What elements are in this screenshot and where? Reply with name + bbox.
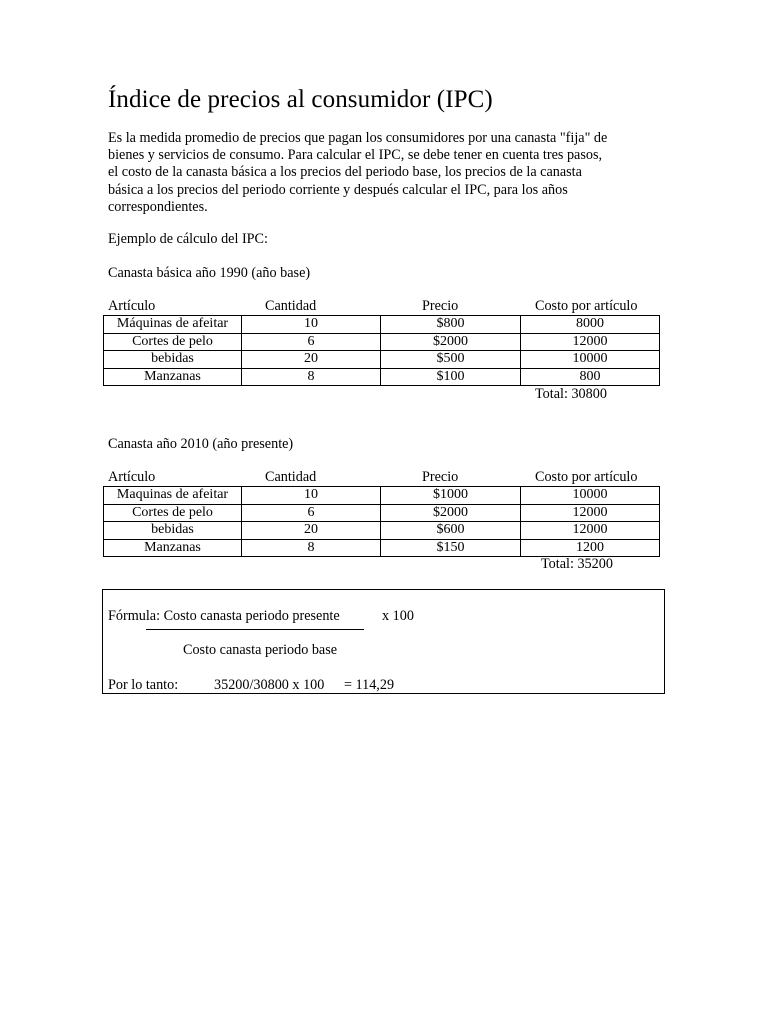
table-cell: 10: [242, 487, 381, 505]
intro-paragraph: [108, 130, 668, 216]
intro-line: el costo de la canasta básica a los precios del periodo base, los precios de la canasta: [108, 164, 582, 181]
table-row: [104, 333, 660, 351]
table-cell: 10: [242, 316, 381, 334]
table-cell: Manzanas: [104, 539, 242, 557]
table-cell: bebidas: [104, 522, 242, 540]
table-row: [104, 316, 660, 334]
formula-multiplier: x 100: [382, 608, 414, 624]
page-title: Índice de precios al consumidor (IPC): [108, 86, 493, 113]
table2-header-cantidad: Cantidad: [265, 469, 317, 485]
table2-header-articulo: Artículo: [108, 469, 156, 485]
table-cell: 8000: [521, 316, 660, 334]
table-row: [104, 487, 660, 505]
table-cell: 10000: [521, 487, 660, 505]
table-cell: 800: [521, 368, 660, 386]
table1-header-precio: Precio: [422, 298, 459, 314]
table-cell: 6: [242, 504, 381, 522]
table-cell: $100: [381, 368, 521, 386]
table1: [103, 315, 660, 386]
table-cell: Maquinas de afeitar: [104, 487, 242, 505]
table-cell: $800: [381, 316, 521, 334]
table-cell: 12000: [521, 504, 660, 522]
table-row: [104, 504, 660, 522]
table-cell: 20: [242, 351, 381, 369]
table-cell: 1200: [521, 539, 660, 557]
result-label: Por lo tanto:: [108, 677, 179, 693]
table1-header-articulo: Artículo: [108, 298, 156, 314]
table-cell: $1000: [381, 487, 521, 505]
table-cell: $150: [381, 539, 521, 557]
table-cell: 12000: [521, 333, 660, 351]
table2-header-costo: Costo por artículo: [535, 469, 638, 485]
table1-total: Total: 30800: [535, 386, 607, 402]
result-expression: 35200/30800 x 100: [214, 677, 325, 693]
intro-line: bienes y servicios de consumo. Para calcular el IPC, se debe tener en cuenta tres pasos,: [108, 147, 603, 164]
table-cell: Máquinas de afeitar: [104, 316, 242, 334]
table-cell: Cortes de pelo: [104, 504, 242, 522]
table-cell: Manzanas: [104, 368, 242, 386]
fraction-line: [146, 629, 364, 630]
intro-line: correspondientes.: [108, 198, 208, 215]
result-value: = 114,29: [344, 677, 395, 693]
table-row: [104, 351, 660, 369]
table-cell: $2000: [381, 504, 521, 522]
table-cell: 12000: [521, 522, 660, 540]
table-row: [104, 368, 660, 386]
table1-header-costo: Costo por artículo: [535, 298, 638, 314]
table-cell: Cortes de pelo: [104, 333, 242, 351]
table-cell: $500: [381, 351, 521, 369]
table1-caption: Canasta básica año 1990 (año base): [108, 265, 311, 281]
formula-denominator: Costo canasta periodo base: [183, 642, 338, 658]
table2-header-precio: Precio: [422, 469, 459, 485]
table-cell: 6: [242, 333, 381, 351]
table-cell: 8: [242, 539, 381, 557]
table-row: [104, 522, 660, 540]
table2-caption: Canasta año 2010 (año presente): [108, 436, 294, 452]
example-label: Ejemplo de cálculo del IPC:: [108, 231, 268, 247]
table-cell: bebidas: [104, 351, 242, 369]
table2: [103, 486, 660, 557]
table-row: [104, 539, 660, 557]
table1-header-cantidad: Cantidad: [265, 298, 317, 314]
table-cell: 8: [242, 368, 381, 386]
intro-line: Es la medida promedio de precios que pagan los consumidores por una canasta "fija" de: [108, 130, 608, 146]
intro-line: básica a los precios del periodo corriente y después calcular el IPC, para los años: [108, 181, 568, 198]
table2-total: Total: 35200: [541, 556, 613, 572]
table-cell: 20: [242, 522, 381, 540]
table-cell: $2000: [381, 333, 521, 351]
table-cell: $600: [381, 522, 521, 540]
formula-label: Fórmula: Costo canasta periodo presente: [108, 608, 340, 624]
table-cell: 10000: [521, 351, 660, 369]
